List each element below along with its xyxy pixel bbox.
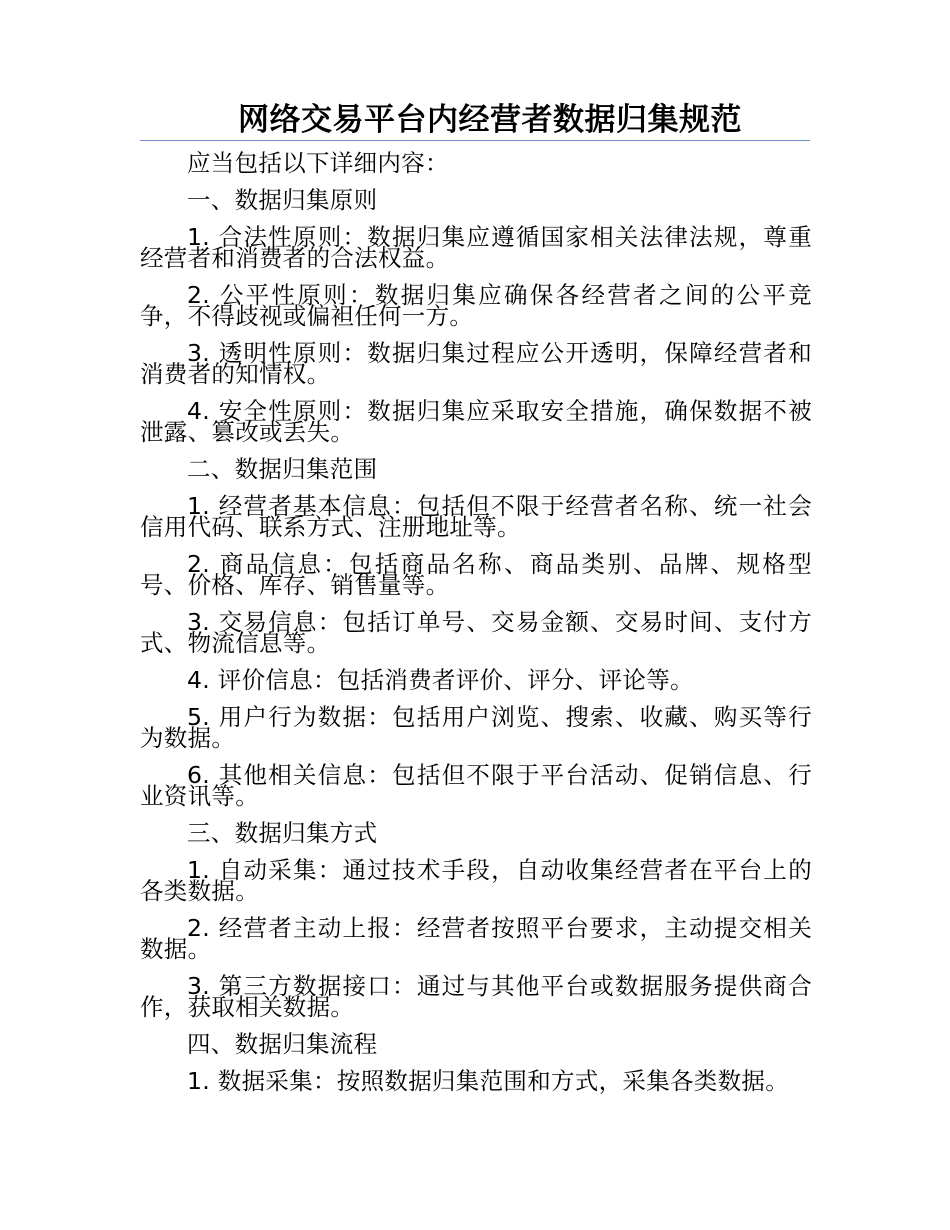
paragraph-scope-product-info: 2. 商品信息：包括商品名称、商品类别、品牌、规格型号、价格、库存、销售量等。: [140, 550, 812, 599]
section-heading-scope: 二、数据归集范围: [187, 455, 378, 483]
paragraph-scope-transaction-info: 3. 交易信息：包括订单号、交易金额、交易时间、支付方式、物流信息等。: [140, 608, 812, 657]
paragraph-principle-transparency: 3. 透明性原则：数据归集过程应公开透明，保障经营者和消费者的知情权。: [140, 339, 812, 388]
paragraph-scope-basic-info: 1. 经营者基本信息：包括但不限于经营者名称、统一社会信用代码、联系方式、注册地址等。: [140, 492, 812, 541]
section-heading-principles: 一、数据归集原则: [187, 186, 378, 214]
paragraph-method-self-report: 2. 经营者主动上报：经营者按照平台要求，主动提交相关数据。: [140, 914, 812, 963]
paragraph-principle-security: 4. 安全性原则：数据归集应采取安全措施，确保数据不被泄露、篡改或丢失。: [140, 397, 812, 446]
paragraph-principle-fairness: 2. 公平性原则：数据归集应确保各经营者之间的公平竞争，不得歧视或偏袒任何一方。: [140, 281, 812, 330]
title-underline: [140, 140, 810, 141]
document-body: [140, 149, 812, 1108]
paragraph-scope-other-info: 6. 其他相关信息：包括但不限于平台活动、促销信息、行业资讯等。: [140, 761, 812, 810]
section-heading-process: 四、数据归集流程: [187, 1030, 378, 1058]
paragraph-principle-legality: 1. 合法性原则：数据归集应遵循国家相关法律法规，尊重经营者和消费者的合法权益。: [140, 223, 812, 272]
paragraph-method-auto-collection: 1. 自动采集：通过技术手段，自动收集经营者在平台上的各类数据。: [140, 856, 812, 905]
paragraph-scope-review-info: 4. 评价信息：包括消费者评价、评分、评论等。: [187, 666, 694, 694]
section-heading-methods: 三、数据归集方式: [187, 819, 378, 847]
paragraph-intro: 应当包括以下详细内容：: [187, 149, 449, 177]
document-title: 网络交易平台内经营者数据归集规范: [238, 102, 742, 138]
paragraph-method-third-party: 3. 第三方数据接口：通过与其他平台或数据服务提供商合作，获取相关数据。: [140, 972, 812, 1021]
paragraph-scope-user-behavior: 5. 用户行为数据：包括用户浏览、搜索、收藏、购买等行为数据。: [140, 703, 812, 752]
paragraph-process-collection: 1. 数据采集：按照数据归集范围和方式，采集各类数据。: [187, 1067, 789, 1095]
